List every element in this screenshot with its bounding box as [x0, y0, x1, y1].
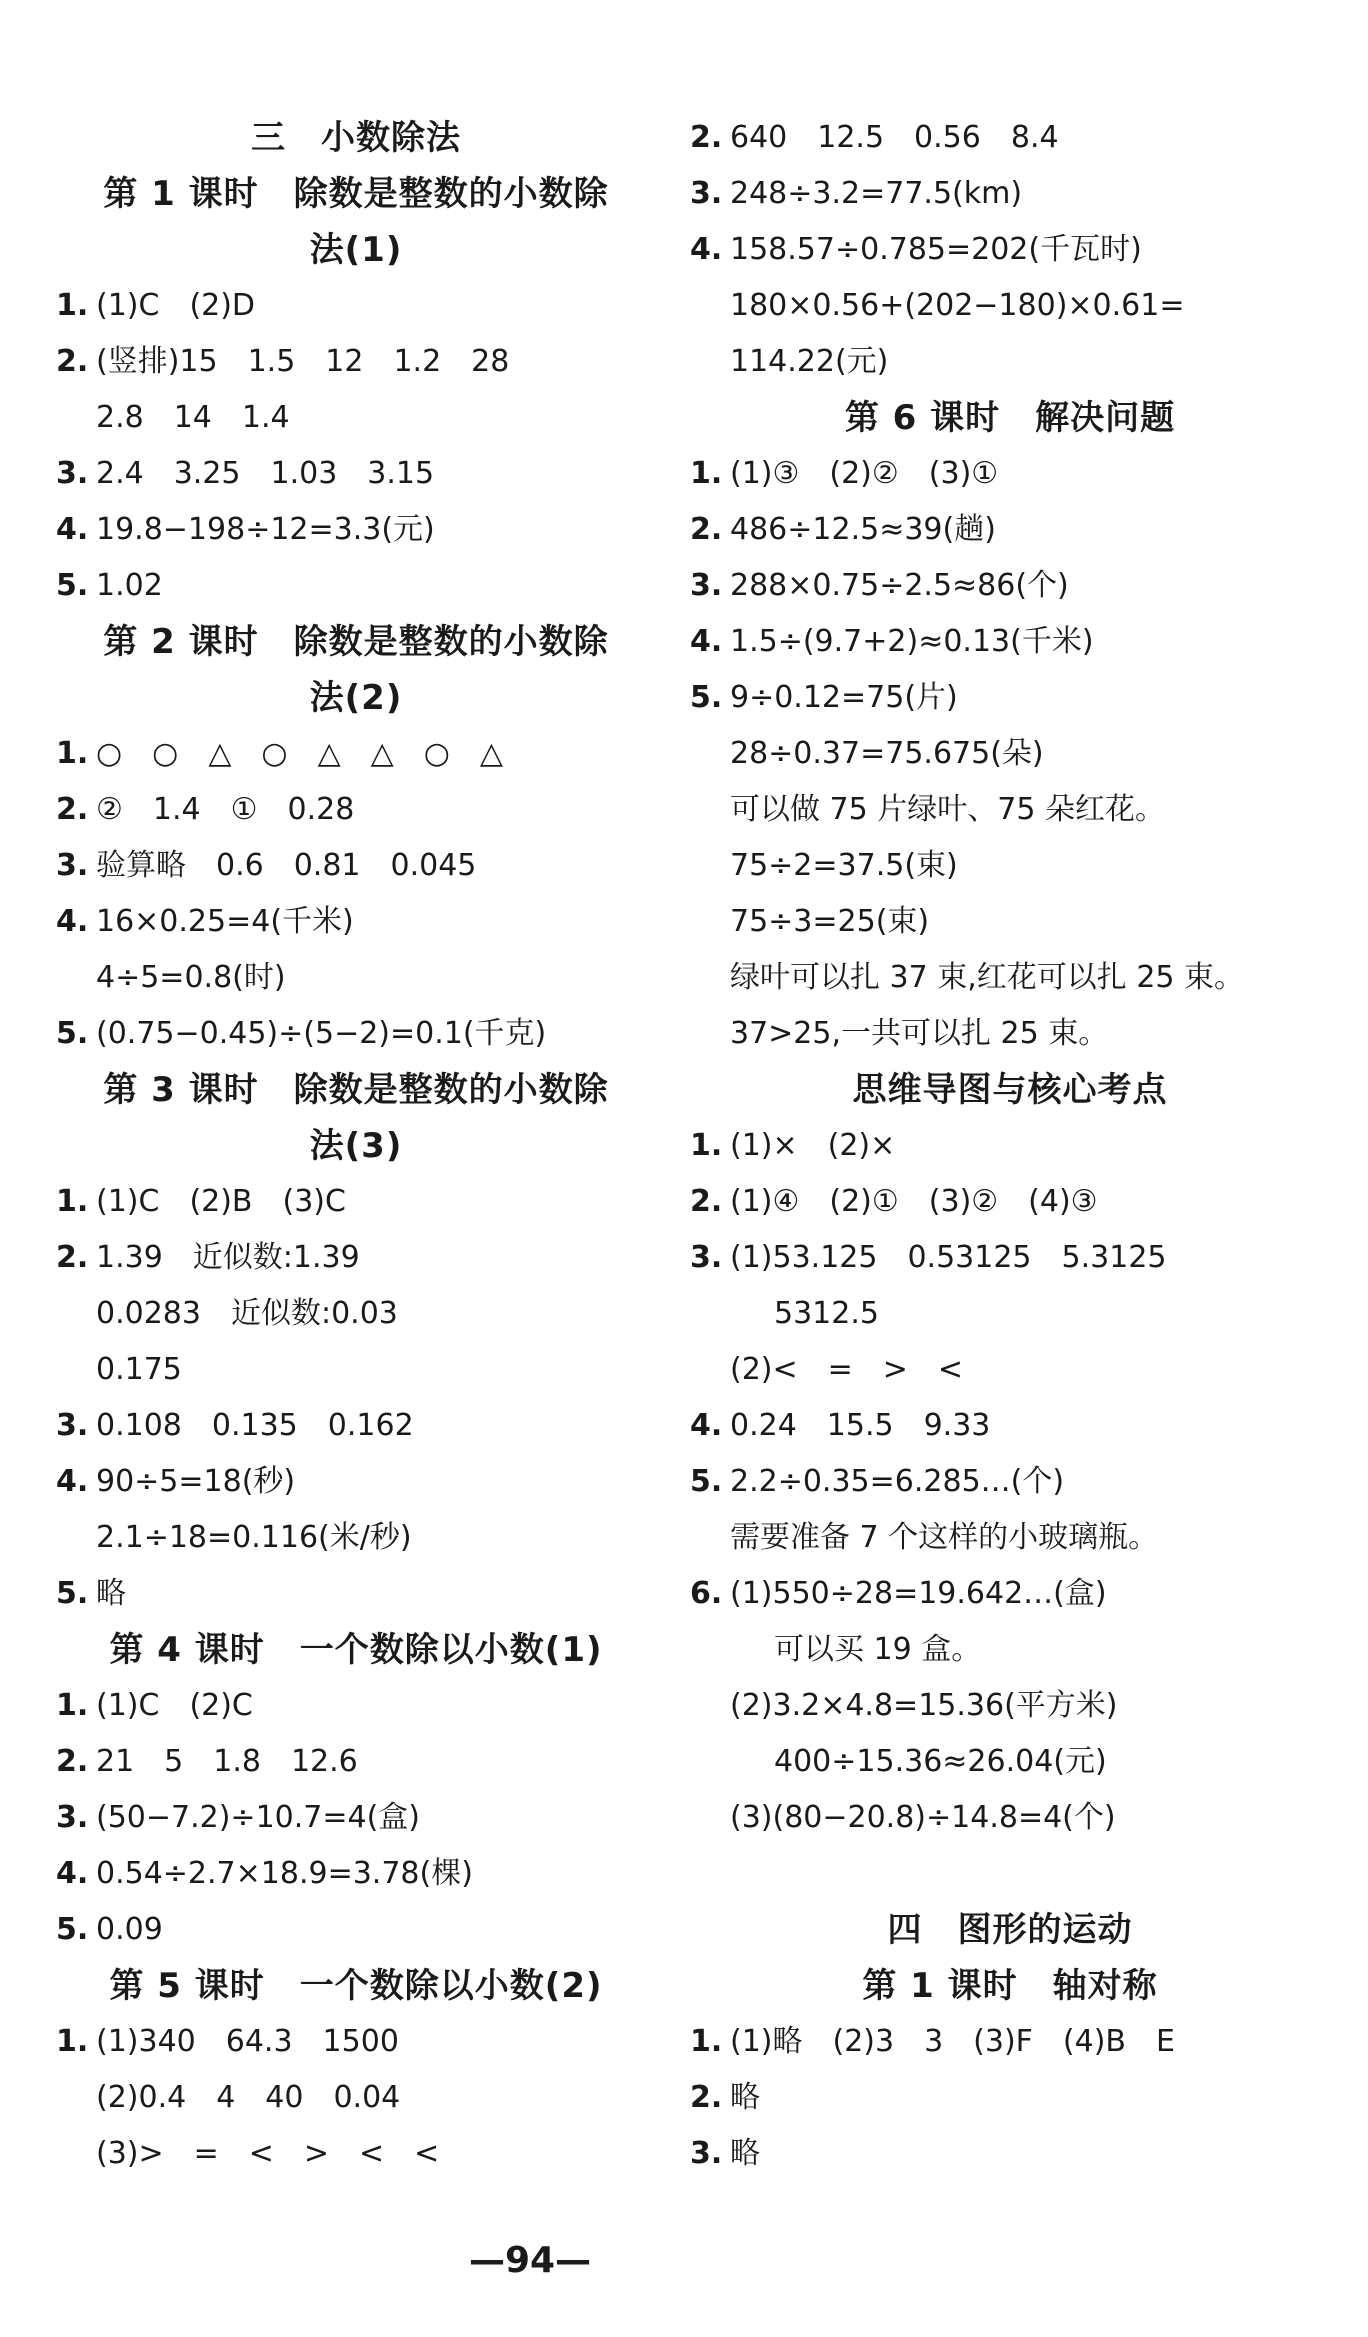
- item-text: 16×0.25=4(千米): [96, 904, 354, 939]
- answer-continuation: (2)0.4 4 40 0.04: [96, 2080, 401, 2115]
- answer-item: [690, 166, 1330, 222]
- section-heading: 四 图形的运动: [887, 1910, 1133, 1950]
- section-heading: 第 1 课时 轴对称: [862, 1966, 1158, 2006]
- answer-item: [690, 1454, 1330, 1510]
- answer-item: [690, 614, 1330, 670]
- answer-item: [690, 1566, 1330, 1622]
- answer-item: [56, 894, 656, 950]
- answer-continuation: 75÷3=25(束): [730, 904, 930, 939]
- page-number: —94—: [468, 2240, 592, 2281]
- section-heading: 三 小数除法: [251, 118, 461, 158]
- item-number: 1.: [56, 288, 89, 323]
- item-number: 1.: [690, 2024, 723, 2059]
- item-number: 4.: [56, 512, 89, 547]
- item-text: (1)C (2)D: [96, 288, 256, 323]
- right-column: [690, 110, 1330, 2182]
- answer-continuation: 37>25,一共可以扎 25 束。: [730, 1016, 1109, 1051]
- item-number: 1.: [56, 1688, 89, 1723]
- item-text: (1)③ (2)② (3)①: [730, 456, 999, 491]
- item-number: 2.: [56, 1240, 89, 1275]
- item-text: (1)C (2)C: [96, 1688, 253, 1723]
- item-number: 5.: [56, 1912, 89, 1947]
- item-number: 4.: [690, 1408, 723, 1443]
- answer-item: [56, 278, 656, 334]
- spacer: [690, 1846, 1330, 1902]
- answer-continuation: (3)(80−20.8)÷14.8=4(个): [730, 1800, 1116, 1835]
- answer-continuation: 需要准备 7 个这样的小玻璃瓶。: [730, 1520, 1159, 1555]
- item-number: 1.: [690, 456, 723, 491]
- item-text: ② 1.4 ① 0.28: [96, 792, 355, 827]
- item-text: 158.57÷0.785=202(千瓦时): [730, 232, 1142, 267]
- item-text: 288×0.75÷2.5≈86(个): [730, 568, 1069, 603]
- item-number: 5.: [690, 1464, 723, 1499]
- answer-continuation: (3)> = < > < <: [96, 2136, 440, 2171]
- item-text: 0.54÷2.7×18.9=3.78(棵): [96, 1856, 473, 1891]
- item-text: 486÷12.5≈39(趟): [730, 512, 996, 547]
- item-number: 1.: [690, 1128, 723, 1163]
- answer-item: [690, 1398, 1330, 1454]
- item-text: (1)略 (2)3 3 (3)F (4)B E: [730, 2024, 1175, 2059]
- section-heading: 法(2): [309, 678, 403, 718]
- item-text: 验算略 0.6 0.81 0.045: [96, 848, 477, 883]
- answer-continuation: 0.0283 近似数:0.03: [96, 1296, 398, 1331]
- answer-continuation: 2.8 14 1.4: [96, 400, 290, 435]
- answer-item: [56, 726, 656, 782]
- item-number: 4.: [56, 1464, 89, 1499]
- item-number: 3.: [56, 1408, 89, 1443]
- item-number: 3.: [56, 848, 89, 883]
- answer-item: [56, 1846, 656, 1902]
- item-text: 1.5÷(9.7+2)≈0.13(千米): [730, 624, 1094, 659]
- answer-continuation: 28÷0.37=75.675(朵): [730, 736, 1044, 771]
- item-text: 0.09: [96, 1912, 163, 1947]
- section-heading: 第 1 课时 除数是整数的小数除: [103, 174, 609, 214]
- answer-item: [690, 670, 1330, 726]
- answer-continuation: 180×0.56+(202−180)×0.61=: [730, 288, 1185, 323]
- answer-item: [690, 2014, 1330, 2070]
- section-heading: 第 2 课时 除数是整数的小数除: [103, 622, 609, 662]
- item-text: 0.108 0.135 0.162: [96, 1408, 414, 1443]
- answer-item: [56, 1454, 656, 1510]
- item-number: 3.: [690, 2136, 723, 2171]
- answer-item: [56, 838, 656, 894]
- answer-item: [690, 1230, 1330, 1286]
- answer-item: [690, 502, 1330, 558]
- answer-item: [56, 1398, 656, 1454]
- answer-item: [56, 1006, 656, 1062]
- answer-item: [56, 1790, 656, 1846]
- answer-item: [690, 1118, 1330, 1174]
- answer-item: [56, 1734, 656, 1790]
- item-number: 4.: [56, 904, 89, 939]
- item-number: 2.: [690, 1184, 723, 1219]
- item-number: 2.: [690, 512, 723, 547]
- answer-continuation: 绿叶可以扎 37 束,红花可以扎 25 束。: [730, 960, 1245, 995]
- item-number: 3.: [56, 456, 89, 491]
- item-number: 3.: [690, 176, 723, 211]
- item-text: (1)④ (2)① (3)② (4)③: [730, 1184, 1098, 1219]
- item-number: 2.: [56, 1744, 89, 1779]
- item-text: 90÷5=18(秒): [96, 1464, 296, 1499]
- answer-continuation: 4÷5=0.8(时): [96, 960, 286, 995]
- item-number: 5.: [56, 1016, 89, 1051]
- answer-item: [690, 110, 1330, 166]
- answer-item: [56, 502, 656, 558]
- answer-continuation: 2.1÷18=0.116(米/秒): [96, 1520, 412, 1555]
- answer-item: [56, 446, 656, 502]
- answer-continuation: 0.175: [96, 1352, 182, 1387]
- item-text: 640 12.5 0.56 8.4: [730, 120, 1059, 155]
- item-text: (1)550÷28=19.642…(盒): [730, 1576, 1107, 1611]
- answer-continuation: (2)< = > <: [730, 1352, 964, 1387]
- section-heading: 法(3): [309, 1126, 403, 1166]
- section-heading: 思维导图与核心考点: [852, 1070, 1168, 1110]
- item-text: 9÷0.12=75(片): [730, 680, 958, 715]
- item-number: 6.: [690, 1576, 723, 1611]
- item-text: 略: [96, 1576, 126, 1611]
- item-text: 1.02: [96, 568, 163, 603]
- answer-continuation: 5312.5: [774, 1296, 879, 1331]
- section-heading: 第 6 课时 解决问题: [844, 398, 1176, 438]
- item-text: (1)53.125 0.53125 5.3125: [730, 1240, 1167, 1275]
- answer-item: [56, 1678, 656, 1734]
- answer-item: [56, 1174, 656, 1230]
- answer-item: [56, 334, 656, 390]
- item-number: 2.: [690, 120, 723, 155]
- item-number: 2.: [56, 344, 89, 379]
- item-number: 3.: [690, 568, 723, 603]
- section-heading: 法(1): [309, 230, 403, 270]
- answer-item: [56, 1230, 656, 1286]
- answer-continuation: 可以买 19 盒。: [774, 1632, 982, 1667]
- answer-item: [690, 222, 1330, 278]
- answer-item: [56, 1566, 656, 1622]
- item-text: (竖排)15 1.5 12 1.2 28: [96, 344, 510, 379]
- answer-item: [56, 2014, 656, 2070]
- item-text: (50−7.2)÷10.7=4(盒): [96, 1800, 420, 1835]
- item-text: 2.4 3.25 1.03 3.15: [96, 456, 435, 491]
- section-heading: 第 4 课时 一个数除以小数(1): [109, 1630, 603, 1670]
- item-text: 1.39 近似数:1.39: [96, 1240, 360, 1275]
- answer-item: [56, 558, 656, 614]
- answer-continuation: 114.22(元): [730, 344, 889, 379]
- answer-item: [690, 1174, 1330, 1230]
- item-number: 3.: [690, 1240, 723, 1275]
- answer-item: [690, 2126, 1330, 2182]
- item-text: (0.75−0.45)÷(5−2)=0.1(千克): [96, 1016, 547, 1051]
- item-text: 21 5 1.8 12.6: [96, 1744, 358, 1779]
- answer-continuation: 400÷15.36≈26.04(元): [774, 1744, 1107, 1779]
- answer-item: [690, 446, 1330, 502]
- item-number: 1.: [56, 2024, 89, 2059]
- item-text: (1)340 64.3 1500: [96, 2024, 399, 2059]
- answer-item: [690, 2070, 1330, 2126]
- section-heading: 第 5 课时 一个数除以小数(2): [109, 1966, 603, 2006]
- answer-continuation: 75÷2=37.5(束): [730, 848, 958, 883]
- item-number: 5.: [56, 1576, 89, 1611]
- item-text: (1)× (2)×: [730, 1128, 896, 1163]
- item-text: ○ ○ △ ○ △ △ ○ △: [96, 736, 503, 771]
- item-number: 5.: [56, 568, 89, 603]
- item-text: 略: [730, 2136, 760, 2171]
- item-number: 4.: [690, 232, 723, 267]
- item-text: 0.24 15.5 9.33: [730, 1408, 991, 1443]
- answer-continuation: 可以做 75 片绿叶、75 朵红花。: [730, 792, 1165, 827]
- left-column: [56, 110, 656, 2182]
- item-text: 2.2÷0.35=6.285…(个): [730, 1464, 1065, 1499]
- answer-continuation: (2)3.2×4.8=15.36(平方米): [730, 1688, 1118, 1723]
- item-number: 2.: [56, 792, 89, 827]
- item-number: 4.: [690, 624, 723, 659]
- answer-item: [56, 782, 656, 838]
- item-number: 1.: [56, 1184, 89, 1219]
- section-heading: 第 3 课时 除数是整数的小数除: [103, 1070, 609, 1110]
- item-number: 1.: [56, 736, 89, 771]
- item-number: 3.: [56, 1800, 89, 1835]
- item-number: 2.: [690, 2080, 723, 2115]
- item-number: 4.: [56, 1856, 89, 1891]
- item-text: (1)C (2)B (3)C: [96, 1184, 346, 1219]
- answer-item: [56, 1902, 656, 1958]
- item-text: 19.8−198÷12=3.3(元): [96, 512, 435, 547]
- item-number: 5.: [690, 680, 723, 715]
- item-text: 248÷3.2=77.5(km): [730, 176, 1023, 211]
- answer-item: [690, 558, 1330, 614]
- item-text: 略: [730, 2080, 760, 2115]
